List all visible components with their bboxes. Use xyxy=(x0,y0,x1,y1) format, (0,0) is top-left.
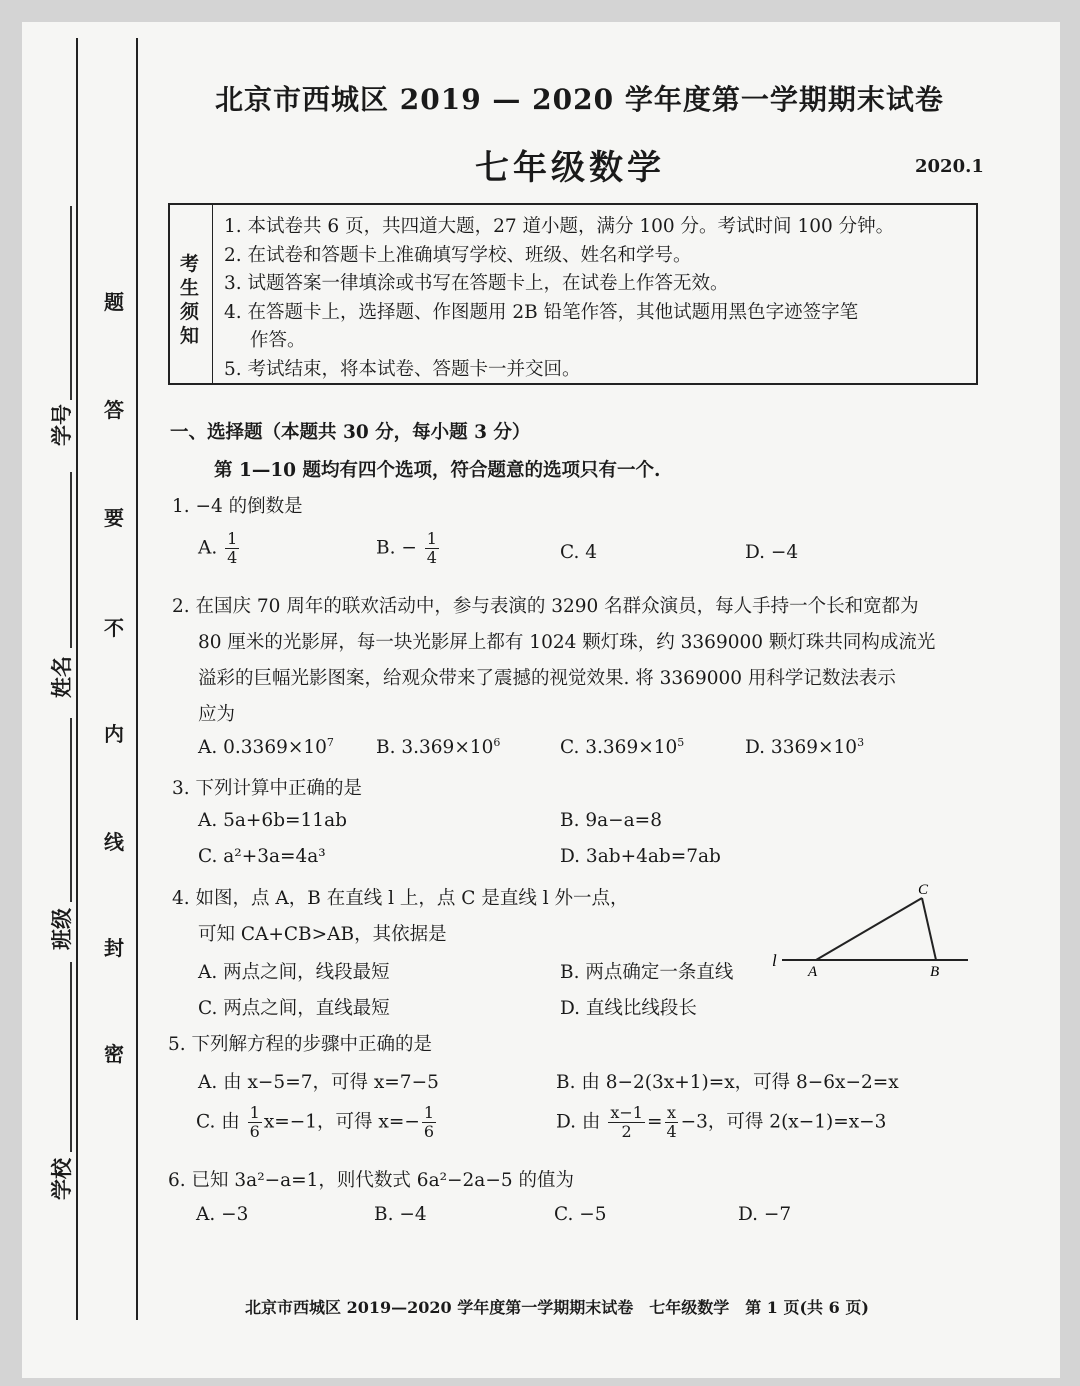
notice-line: 作答。 xyxy=(250,330,306,351)
binding-line-inner xyxy=(136,38,138,1320)
q5-stem: 5. 下列解方程的步骤中正确的是 xyxy=(168,1034,433,1055)
q2-line: 2. 在国庆 70 周年的联欢活动中，参与表演的 3290 名群众演员，每人手持一个长和宽都为 xyxy=(172,596,919,617)
option-text: B. 3.369×10 xyxy=(376,737,494,759)
notice-line: 4. 在答题卡上，选择题、作图题用 2B 铅笔作答，其他试题用黑色字迹签字笔 xyxy=(224,301,859,323)
exponent: 5 xyxy=(677,736,685,749)
exam-subtitle: 七年级数学 xyxy=(475,148,665,188)
q1-option-b xyxy=(376,530,441,567)
q1-option-d: D. −4 xyxy=(745,542,799,563)
notice-line: 2. 在试卷和答题卡上准确填写学校、班级、姓名和学号。 xyxy=(224,244,692,266)
label-b: B xyxy=(930,964,940,978)
denominator: 6 xyxy=(423,1122,435,1141)
q2-option-b xyxy=(376,736,500,758)
denominator: 4 xyxy=(426,548,437,567)
label-c: C xyxy=(918,882,929,898)
option-text: C. 3.369×10 xyxy=(560,737,678,759)
q4-line: 4. 如图，点 A，B 在直线 l 上，点 C 是直线 l 外一点， xyxy=(172,888,629,909)
q6-option-c: C. −5 xyxy=(554,1204,607,1225)
fraction xyxy=(664,1104,678,1141)
notice-heading-char: 生 xyxy=(180,277,200,299)
option-letter: B. − xyxy=(376,537,417,559)
name-label: 姓名 xyxy=(49,656,74,698)
q3-option-a: A. 5a+6b=11ab xyxy=(198,810,347,831)
numerator: 1 xyxy=(423,1103,435,1122)
fraction xyxy=(422,1104,436,1141)
option-text: D. 3369×10 xyxy=(745,737,858,759)
q2-line: 溢彩的巨幅光影图案，给观众带来了震撼的视觉效果. 将 3369000 用科学记数法表示 xyxy=(198,668,896,689)
q5-option-d xyxy=(556,1104,886,1141)
school-blank xyxy=(70,962,72,1152)
numerator: 1 xyxy=(426,529,437,548)
q6-option-d: D. −7 xyxy=(738,1204,792,1225)
q4-line: 可知 CA+CB>AB，其依据是 xyxy=(198,924,447,945)
q2-line: 80 厘米的光影屏，每一块光影屏上都有 1024 颗灯珠，约 3369000 颗灯珠共同构成流光 xyxy=(198,632,936,653)
denominator: 4 xyxy=(227,548,238,567)
numerator: 1 xyxy=(227,529,238,548)
notice-heading-char: 考 xyxy=(180,253,200,275)
exam-title: 北京市西城区 2019 — 2020 学年度第一学期期末试卷 xyxy=(215,83,944,116)
q1-option-a xyxy=(198,530,241,567)
section-heading: 一、选择题（本题共 30 分，每小题 3 分） xyxy=(170,422,531,443)
option-letter: A. xyxy=(198,537,218,559)
q4-triangle-figure xyxy=(770,878,980,978)
notice-heading xyxy=(170,205,213,383)
label-l: l xyxy=(772,951,777,970)
exponent: 6 xyxy=(493,736,501,749)
q6-stem: 6. 已知 3a²−a=1，则代数式 6a²−2a−5 的值为 xyxy=(168,1170,574,1191)
seal-word: 答 xyxy=(104,398,124,422)
seal-word: 要 xyxy=(104,506,124,530)
segment-ca xyxy=(816,898,922,960)
page-footer: 北京市西城区 2019—2020 学年度第一学期期末试卷 七年级数学 第 1 页(共 6 页) xyxy=(245,1298,869,1317)
option-text: D. 由 xyxy=(556,1111,601,1133)
q3-stem: 3. 下列计算中正确的是 xyxy=(172,778,363,799)
numerator: x−1 xyxy=(610,1103,643,1122)
numerator: 1 xyxy=(249,1103,260,1122)
label-a: A xyxy=(808,964,818,978)
student-id-blank xyxy=(70,206,72,400)
q1-option-c: C. 4 xyxy=(560,542,598,563)
q4-option-c: C. 两点之间，直线最短 xyxy=(198,998,390,1019)
notice-line: 1. 本试卷共 6 页，共四道大题，27 道小题，满分 100 分。考试时间 100 分钟。 xyxy=(224,216,895,237)
seal-word: 封 xyxy=(104,936,124,960)
segment-cb xyxy=(922,898,936,960)
notice-line: 3. 试题答案一律填涂或书写在答题卡上，在试卷上作答无效。 xyxy=(224,273,729,294)
notice-line: 5. 考试结束，将本试卷、答题卡一并交回。 xyxy=(224,358,581,380)
notice-heading-char: 知 xyxy=(180,325,200,347)
fraction xyxy=(608,1104,645,1141)
q2-option-c xyxy=(560,736,684,758)
binding-line-outer xyxy=(76,38,78,1320)
q6-option-b: B. −4 xyxy=(374,1204,427,1225)
q4-option-b: B. 两点确定一条直线 xyxy=(560,962,734,983)
q2-line: 应为 xyxy=(198,704,236,725)
q2-option-d xyxy=(745,736,864,758)
q4-option-d: D. 直线比线段长 xyxy=(560,998,697,1019)
q5-option-a: A. 由 x−5=7，可得 x=7−5 xyxy=(198,1072,439,1093)
student-id-label: 学号 xyxy=(49,404,74,446)
notice-box xyxy=(168,203,978,385)
fraction xyxy=(425,530,439,567)
notice-heading-char: 须 xyxy=(180,301,200,323)
q1-stem: 1. −4 的倒数是 xyxy=(172,496,303,517)
exam-date: 2020.1 xyxy=(915,156,984,177)
option-text: A. 0.3369×10 xyxy=(198,737,327,759)
seal-word: 题 xyxy=(104,290,124,314)
section-instruction: 第 1—10 题均有四个选项，符合题意的选项只有一个. xyxy=(214,460,661,481)
q3-option-c: C. a²+3a=4a³ xyxy=(198,846,326,867)
option-text: x=−1，可得 x=− xyxy=(263,1111,420,1133)
class-blank xyxy=(70,718,72,902)
q5-option-b: B. 由 8−2(3x+1)=x，可得 8−6x−2=x xyxy=(556,1072,899,1093)
denominator: 6 xyxy=(249,1122,260,1141)
option-text: C. 由 xyxy=(196,1111,240,1133)
seal-word: 线 xyxy=(104,830,124,854)
fraction xyxy=(248,1104,262,1141)
numerator: x xyxy=(667,1103,677,1122)
q6-option-a: A. −3 xyxy=(196,1204,249,1225)
seal-word: 不 xyxy=(104,616,124,640)
denominator: 2 xyxy=(621,1122,632,1141)
name-blank xyxy=(70,472,72,648)
q3-option-b: B. 9a−a=8 xyxy=(560,810,662,831)
seal-word: 内 xyxy=(104,722,124,746)
q3-option-d: D. 3ab+4ab=7ab xyxy=(560,846,721,867)
class-label: 班级 xyxy=(49,908,74,950)
q5-option-c xyxy=(196,1104,438,1141)
option-text: = xyxy=(646,1111,663,1133)
seal-word: 密 xyxy=(104,1042,124,1066)
school-label: 学校 xyxy=(49,1158,74,1200)
q4-option-a: A. 两点之间，线段最短 xyxy=(198,962,390,983)
fraction xyxy=(225,530,239,567)
q2-option-a xyxy=(198,736,334,758)
option-text: −3，可得 2(x−1)=x−3 xyxy=(680,1111,887,1133)
denominator: 4 xyxy=(666,1122,677,1141)
notice-lines xyxy=(224,213,968,384)
exponent: 3 xyxy=(857,736,865,749)
exponent: 7 xyxy=(326,736,334,749)
